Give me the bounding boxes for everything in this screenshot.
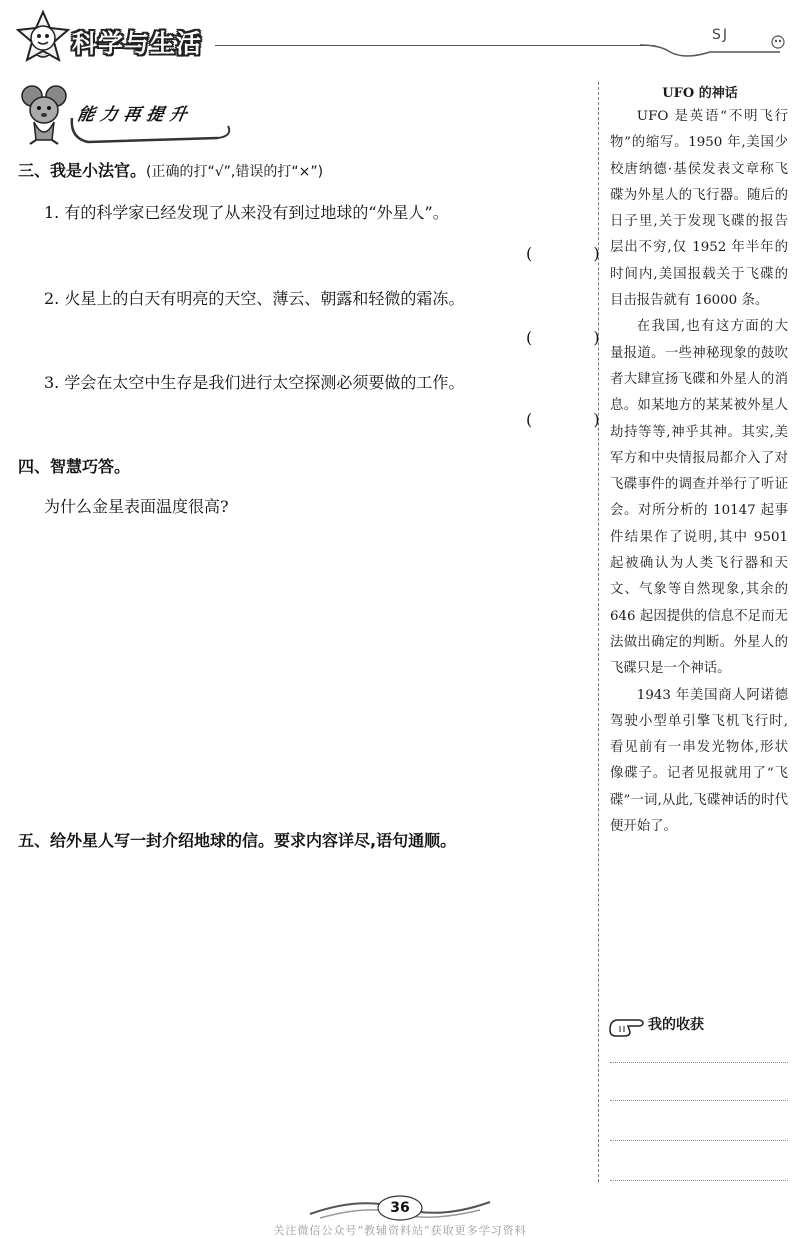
- subject-code: SJ: [712, 27, 730, 43]
- page-number: 36: [390, 1200, 410, 1216]
- column-divider: [598, 82, 599, 1182]
- section4-answer-area[interactable]: [40, 524, 580, 804]
- judge-question-1: 1. 有的科学家已经发现了从来没有到过地球的“外星人”。: [44, 203, 449, 222]
- sidebar-paragraph: 1943 年美国商人阿诺德驾驶小型单引擎飞机飞行时,看见前有一串发光物体,形状像碟子。记者见报就用了“飞碟”一词,从此,飞碟神话的时代便开始了。: [610, 687, 788, 835]
- section3-title: 三、我是小法官。: [18, 161, 147, 180]
- answer-blank-1[interactable]: ( ): [526, 244, 628, 263]
- section5-title: 五、给外星人写一封介绍地球的信。要求内容详尽,语句通顺。: [18, 831, 457, 850]
- harvest-line-1[interactable]: [610, 1062, 788, 1063]
- sidebar-article: [610, 104, 788, 840]
- judge-question-3: 3. 学会在太空中生存是我们进行太空探测必须要做的工作。: [44, 373, 465, 392]
- sidebar-title: UFO 的神话: [662, 86, 738, 101]
- star-mascot-icon: [14, 8, 72, 68]
- section-badge-label: 能力再提升: [75, 105, 195, 125]
- section4-title: 四、智慧巧答。: [18, 457, 131, 476]
- header-rule: [215, 45, 655, 46]
- sidebar-paragraph: UFO 是英语“不明飞行物”的缩写。1950 年,美国少校唐纳德·基侯发表文章称飞碟为外星人的飞行器。随后的日子里,关于发现飞碟的报告层出不穷,仅 1952 年半年的时间内,美国报载关于飞碟的目击报告就有 16000 条。: [610, 109, 788, 309]
- answer-blank-3[interactable]: ( ): [526, 410, 628, 429]
- judge-question-2: 2. 火星上的白天有明亮的天空、薄云、朝露和轻微的霜冻。: [44, 289, 465, 308]
- section3-heading: [18, 158, 323, 181]
- pointing-hand-icon: [608, 1012, 646, 1038]
- harvest-line-3[interactable]: [610, 1140, 788, 1141]
- answer-blank-2[interactable]: ( ): [526, 328, 628, 347]
- mouse-mascot-icon: [18, 82, 70, 146]
- sidebar-paragraph: 在我国,也有这方面的大量报道。一些神秘现象的鼓吹者大肆宣扬飞碟和外星人的消息。如某地方的某某被外星人劫持等等,神乎其神。其实,美军方和中央情报局都介入了对飞碟事件的调查并举行了听证会。对所分析的 10147 起事件结果作了说明,其中 9501 起被确认为人类飞行器和天文、气象等自然现象,其余的 646 起因提供的信息不足而无法做出确定的判断。外星人的飞碟只是一个神话。: [610, 319, 788, 677]
- harvest-label: 我的收获: [648, 1017, 704, 1033]
- section3-instruction: (正确的打“√”,错误的打“×”): [146, 164, 324, 180]
- footer-watermark-note: 关注微信公众号“教辅资料站”获取更多学习资料: [273, 1224, 527, 1237]
- harvest-line-2[interactable]: [610, 1100, 788, 1101]
- harvest-line-4[interactable]: [610, 1180, 788, 1181]
- section5-answer-area[interactable]: [40, 860, 580, 1180]
- section4-question: 为什么金星表面温度很高?: [44, 497, 229, 516]
- header-title: 科学与生活: [72, 29, 203, 58]
